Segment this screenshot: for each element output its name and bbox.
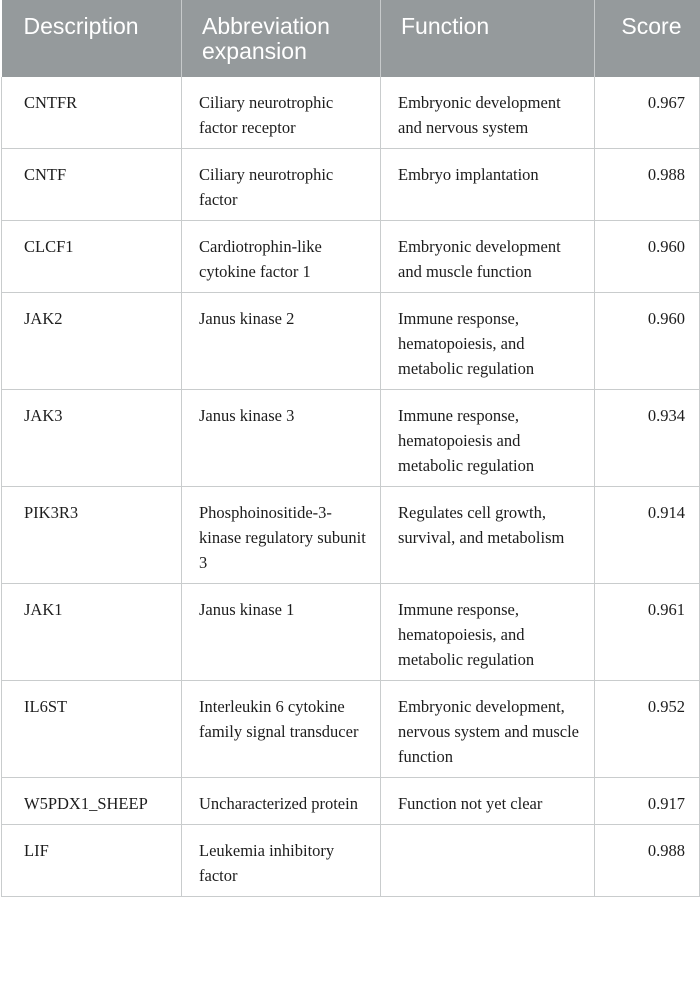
cell-score: 0.914	[595, 487, 700, 584]
cell-function: Embryonic development and nervous system	[381, 77, 595, 149]
cell-function: Immune response, hematopoiesis and metabolic regulation	[381, 390, 595, 487]
cell-description: CNTF	[2, 149, 182, 221]
table-row	[2, 681, 700, 778]
table-row	[2, 487, 700, 584]
cell-description: CLCF1	[2, 221, 182, 293]
cell-abbreviation: Interleukin 6 cytokine family signal transducer	[182, 681, 381, 778]
header-abbreviation-expansion: Abbreviation expansion	[182, 0, 381, 77]
cell-score: 0.952	[595, 681, 700, 778]
cell-score: 0.917	[595, 778, 700, 825]
cell-description: JAK3	[2, 390, 182, 487]
table-row	[2, 293, 700, 390]
cell-score: 0.960	[595, 221, 700, 293]
cell-description: LIF	[2, 825, 182, 897]
cell-function: Immune response, hematopoiesis, and metabolic regulation	[381, 584, 595, 681]
cell-function: Immune response, hematopoiesis, and metabolic regulation	[381, 293, 595, 390]
cell-description: CNTFR	[2, 77, 182, 149]
cell-score: 0.967	[595, 77, 700, 149]
cell-description: JAK2	[2, 293, 182, 390]
table-row	[2, 825, 700, 897]
cell-function: Function not yet clear	[381, 778, 595, 825]
cell-score: 0.988	[595, 825, 700, 897]
cell-description: PIK3R3	[2, 487, 182, 584]
cell-abbreviation: Uncharacterized protein	[182, 778, 381, 825]
cell-description: JAK1	[2, 584, 182, 681]
cell-abbreviation: Cardiotrophin-like cytokine factor 1	[182, 221, 381, 293]
cell-abbreviation: Janus kinase 1	[182, 584, 381, 681]
table-row	[2, 584, 700, 681]
cell-abbreviation: Janus kinase 3	[182, 390, 381, 487]
cell-function: Embryonic development and muscle function	[381, 221, 595, 293]
header-function: Function	[381, 0, 595, 77]
table-row	[2, 778, 700, 825]
cell-score: 0.934	[595, 390, 700, 487]
table-row	[2, 390, 700, 487]
cell-function: Embryonic development, nervous system and muscle function	[381, 681, 595, 778]
cell-score: 0.988	[595, 149, 700, 221]
cell-abbreviation: Leukemia inhibitory factor	[182, 825, 381, 897]
header-description: Description	[2, 0, 182, 77]
cell-description: IL6ST	[2, 681, 182, 778]
table-row	[2, 221, 700, 293]
cell-abbreviation: Ciliary neurotrophic factor	[182, 149, 381, 221]
table-row	[2, 149, 700, 221]
cell-score: 0.961	[595, 584, 700, 681]
cell-abbreviation: Ciliary neurotrophic factor receptor	[182, 77, 381, 149]
table-header	[2, 0, 700, 77]
header-row	[2, 0, 700, 77]
cell-abbreviation: Phosphoinositide-3-kinase regulatory subunit 3	[182, 487, 381, 584]
header-score: Score	[595, 0, 700, 77]
cell-score: 0.960	[595, 293, 700, 390]
gene-function-table	[1, 0, 700, 897]
cell-function	[381, 825, 595, 897]
cell-description: W5PDX1_SHEEP	[2, 778, 182, 825]
cell-function: Embryo implantation	[381, 149, 595, 221]
table-row	[2, 77, 700, 149]
cell-function: Regulates cell growth, survival, and metabolism	[381, 487, 595, 584]
cell-abbreviation: Janus kinase 2	[182, 293, 381, 390]
table-body	[2, 77, 700, 897]
